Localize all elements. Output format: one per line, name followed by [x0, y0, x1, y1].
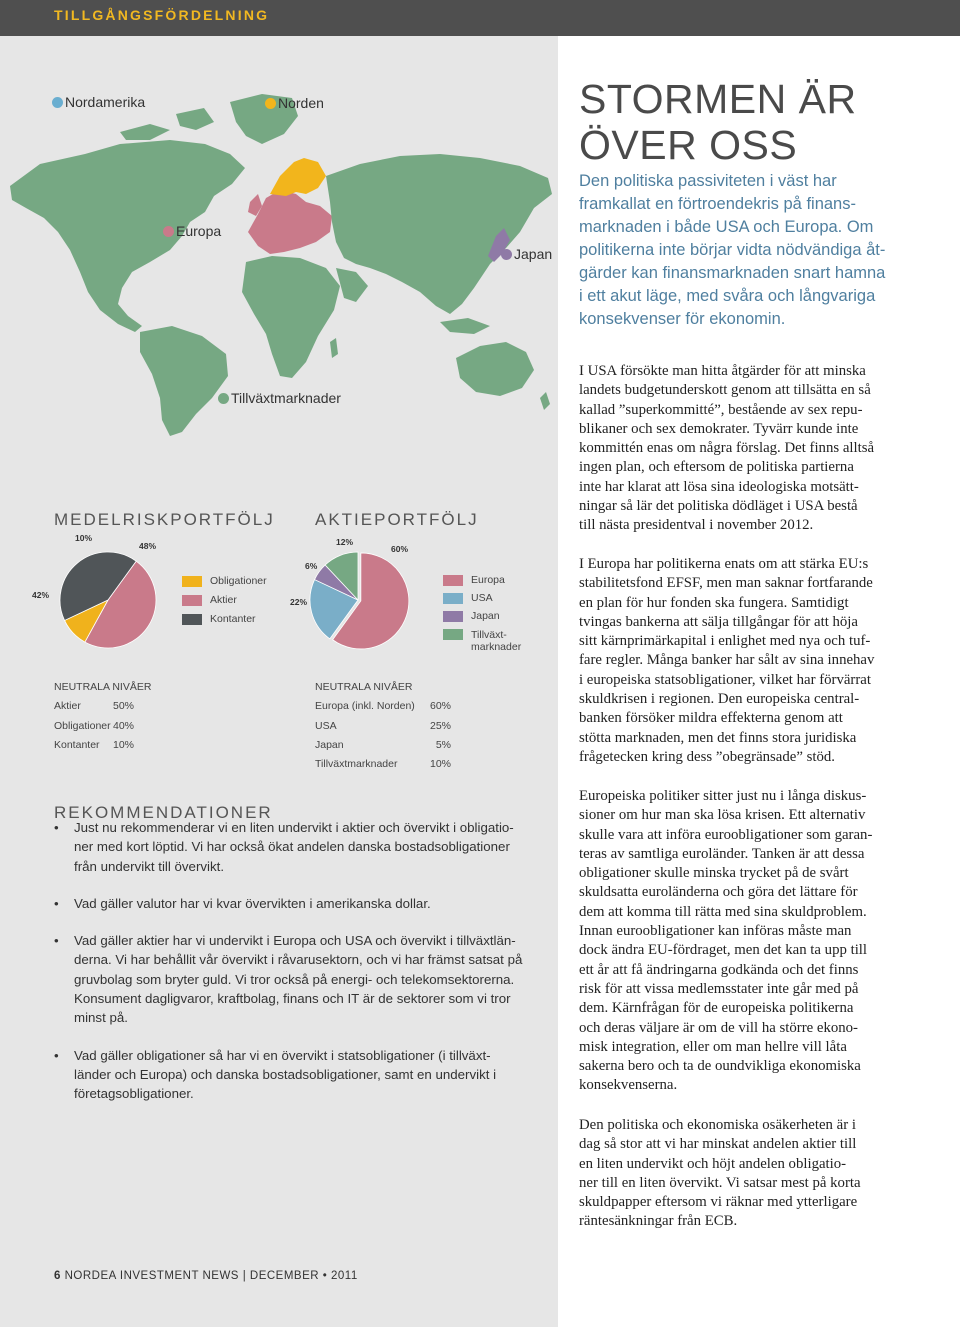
europa-dot [163, 226, 174, 237]
map-south-america [140, 326, 228, 436]
pie2-label-usa: 22% [290, 597, 308, 607]
section-title: TILLGÅNGSFÖRDELNING [54, 7, 270, 23]
paragraph-osakerhet: Den politiska och ekonomiska osäkerheten är i dag så stor att vi har minskat andelen aktier till en liten undervikt och höjt andelen obligatio- ner till en liten övervikt. Vi satsar mest på korta skuldpapper eftersom vi räknar med ytterligare räntesänkningar från ECB. [579, 1117, 861, 1230]
pie2-label-europa: 60% [391, 544, 409, 554]
legend-swatch [443, 629, 463, 640]
legend2-europa: Europa [443, 574, 505, 586]
neutral2-value-0: 60% [429, 700, 451, 712]
legend2-japan: Japan [443, 610, 500, 622]
recommendations-title: REKOMMENDATIONER [54, 803, 273, 822]
pie1-label-kontanter: 42% [32, 590, 50, 600]
map-label-tillvaxt: Tillväxtmarknader [218, 390, 341, 406]
map-australia [456, 342, 534, 396]
map-nordic [270, 158, 326, 196]
pie2-label-tillvaxt: 12% [336, 537, 354, 547]
recommendations-list [54, 818, 524, 1122]
neutral2-name-3: Tillväxtmarknader [315, 758, 398, 770]
nordamerika-dot [52, 97, 63, 108]
list-item: • Vad gäller valutor har vi kvar övervikten i amerikanska dollar. [54, 894, 524, 913]
neutral-title-1: NEUTRALA NIVÅER [54, 681, 152, 693]
pie-aktie [300, 548, 430, 652]
chart-title-aktie: AKTIEPORTFÖLJ [315, 510, 479, 529]
pie1-label-aktier: 48% [139, 541, 157, 551]
map-label-japan: Japan [501, 246, 552, 262]
publication-name: NORDEA INVESTMENT NEWS [64, 1270, 239, 1282]
neutral2-value-3: 10% [429, 758, 451, 770]
bullet-dot: • [54, 820, 59, 835]
neutral1-value-0: 50% [113, 700, 135, 712]
pie1-label-obligationer: 10% [75, 533, 93, 543]
legend-swatch [182, 595, 202, 606]
legend-swatch [182, 614, 202, 625]
chart-title-medelrisk: MEDELRISKPORTFÖLJ [54, 510, 275, 529]
list-item: • Vad gäller aktier har vi undervikt i Europa och USA och övervikt i tillväxtlän- derna. Vi har behållit vår övervikt i råvarusektorn, och vi har främst satsat på gruvbolag som bryter guld. Vi tror också på energi- och telekomsektorerna. Konsument dagligvaror, kraftbolag, finans och IT är de sektorer som vi tror minst på. [54, 933, 523, 1026]
page-footer [54, 1270, 358, 1282]
neutral1-value-1: 40% [113, 720, 135, 732]
japan-dot [501, 249, 512, 260]
map-africa [242, 256, 340, 378]
footer-date: DECEMBER • 2011 [249, 1270, 358, 1282]
neutral2-value-2: 5% [435, 739, 451, 751]
legend1-obligationer: Obligationer [182, 575, 267, 587]
paragraph-euroobligationer: Europeiska politiker sitter just nu i långa diskus- sioner om hur man ska lösa krisen. Ett alternativ skulle vara att införa euroobligationer som garan- teras av samtliga euroländer. Tanken är att dessa obligationer skulle minska trycket på de svårt skuldsatta euroländerna och göra det lättare för dem att komma till rätta med sina skuldproblem. Innan euroobligationer kan införas måste man dock ändra EU-fördraget, men det kan ta upp till ett år att få ändringarna godkända och det finns risk för att vissa medlemsstater inte går med på dem. Kärnfrågan för de europeiska politikerna och deras väljare är om de vill ha större ekono- misk integration, eller om man hellre vill låta sakerna bero och ta de oundvikliga ekonomiska konsekvenserna. [579, 788, 873, 1094]
legend1-aktier: Aktier [182, 594, 237, 606]
neutral-title-2: NEUTRALA NIVÅER [315, 681, 413, 693]
bullet-dot: • [54, 895, 59, 911]
neutral1-name-2: Kontanter [54, 739, 100, 751]
footer-separator: | [242, 1270, 247, 1282]
legend-swatch [443, 611, 463, 622]
neutral2-name-2: Japan [315, 739, 344, 751]
paragraph-usa: I USA försökte man hitta åtgärder för att minska landets budgetunderskott genom att tillsätta en så kallad ”superkommitté”, bestående av sex repu- blikaner och sex demokrater. Tyvärr kunde inte kommittén enas om några förslag. Det finns alltså ingen plan, och eftersom de politiska partierna inte har klarat att lösa sina ideologiska motsätt- ningar så lär det politiska dödläget i USA bestå till nästa presidentval i november 2012. [579, 363, 875, 534]
neutral1-name-0: Aktier [54, 700, 81, 712]
map-label-nordamerika: Nordamerika [52, 94, 145, 110]
top-bar [0, 0, 960, 36]
map-europe [248, 190, 332, 254]
legend1-kontanter: Kontanter [182, 613, 256, 625]
legend2-usa: USA [443, 592, 493, 604]
norden-dot [265, 98, 276, 109]
article-headline: STORMEN ÄR ÖVER OSS [579, 76, 857, 168]
neutral1-value-2: 10% [113, 739, 135, 751]
pie-medelrisk [50, 548, 170, 652]
map-label-europa: Europa [163, 223, 221, 239]
list-item: • Vad gäller obligationer så har vi en övervikt i statsobligationer (i tillväxt- länder och Europa) och danska bostadsobligationer, samt en undervikt i företagsobligationer. [54, 1047, 497, 1102]
neutral1-name-1: Obligationer [54, 720, 111, 732]
paragraph-europa: I Europa har politikerna enats om att stärka EU:s stabilitetsfond EFSF, men man saknar fortfarande en plan för hur fonden ska fungera. Samtidigt tvingas bankerna att sälja tillgångar för att höja sitt kärnprimärkapital i enlighet med nya och tuf- fare regler. Många banker har sålt av sina innehav i europeiska statsobligationer, vilket har förvärrat skuldkrisen i regionen. Den europeiska central- banken försöker mildra effekterna genom att stötta marknaden, men det finns stora juridiska frågetecken kring dess ”obegränsade” stöd. [579, 556, 875, 765]
legend-swatch [443, 575, 463, 586]
neutral2-name-1: USA [315, 720, 337, 732]
map-label-norden: Norden [265, 95, 324, 111]
article-lead: Den politiska passiviteten i väst har framkallat en förtroendekris på finans- marknaden i både USA och Europa. Om politikerna inte börjar vidta nödvändiga åt- gärder kan finansmarknaden snart hamna i ett akut läge, med svåra och långvariga konsekvenser för ekonomin. [579, 172, 886, 328]
neutral2-value-1: 25% [429, 720, 451, 732]
bullet-dot: • [54, 1047, 59, 1063]
neutral2-name-0: Europa (inkl. Norden) [315, 700, 415, 712]
bullet-dot: • [54, 933, 59, 949]
tillvaxt-dot [218, 393, 229, 404]
pie2-label-japan: 6% [305, 561, 318, 571]
page-number: 6 [54, 1270, 61, 1282]
legend-swatch [182, 576, 202, 587]
legend-swatch [443, 593, 463, 604]
legend2-tillvaxt: Tillväxt- marknader [443, 629, 521, 653]
list-item: • Just nu rekommenderar vi en liten undervikt i aktier och övervikt i obligatio- ner med kort löptid. Vi har också ökat andelen danska bostadsobligationer från undervikt till övervikt. [54, 820, 514, 874]
